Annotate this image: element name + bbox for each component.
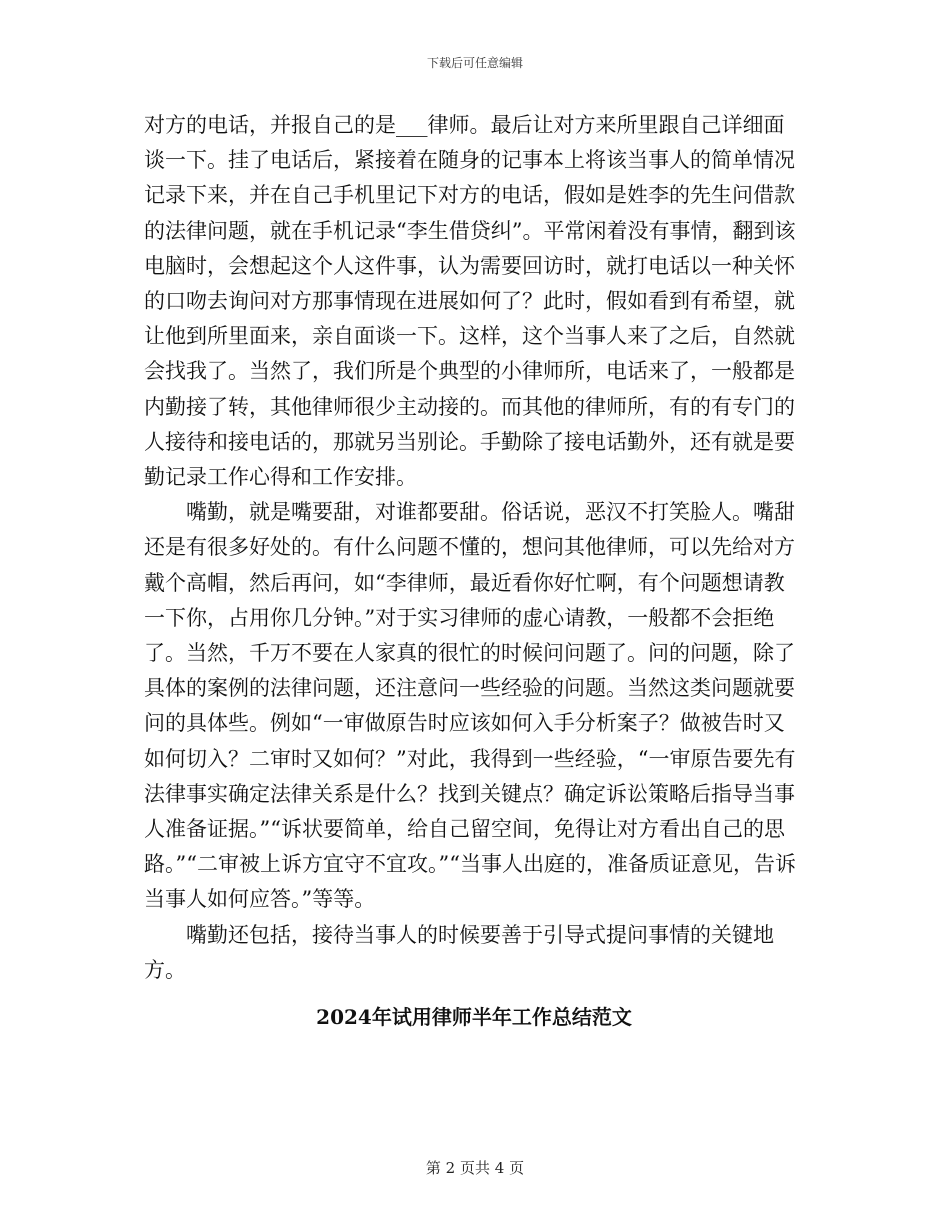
page-footer: 第 2 页共 4 页 xyxy=(425,1159,525,1177)
paragraph-3: 嘴勤还包括，接待当事人的时候要善于引导式提问事情的关键地方。 xyxy=(144,922,774,982)
section-title: 2024年试用律师半年工作总结范文 xyxy=(316,1005,632,1030)
paragraph-2: 嘴勤，就是嘴要甜，对谁都要甜。俗话说，恶汉不打笑脸人。嘴甜还是有很多好处的。有什么问题不懂的，想问其他律师，可以先给对方戴个高帽，然后再问，如“李律师，最近看你好忙啊，有个问题想请教一下你，占用你几分钟。”对于实习律师的虚心请教，一般都不会拒绝了。当然，千万不要在人家真的很忙的时候问问题了。问的问题，除了具体的案例的法律问题，还注意问一些经验的问题。当然这类问题就要问的具体些。例如“一审做原告时应该如何入手分析案子？做被告时又如何切入？二审时又如何？”对此，我得到一些经验，“一审原告要先有法律事实确定法律关系是什么？找到关键点？确定诉讼策略后指导当事人准备证据。”“诉状要简单，给自己留空间，免得让对方看出自己的思路。”“二审被上诉方宜守不宜攻。”“当事人出庭的，准备质证意见，告诉当事人如何应答。”等等。 xyxy=(144,500,796,912)
document-body xyxy=(144,108,804,1035)
page-header: 下载后可任意编辑 xyxy=(426,56,523,70)
paragraph-1: 对方的电话，并报自己的是___律师。最后让对方来所里跟自己详细面谈一下。挂了电话后，紧接着在随身的记事本上将该当事人的简单情况记录下来，并在自己手机里记下对方的电话，假如是姓李的先生问借款的法律问题，就在手机记录“李生借贷纠”。平常闲着没有事情，翻到该电脑时，会想起这个人这件事，认为需要回访时，就打电话以一种关怀的口吻去询问对方那事情现在进展如何了？此时，假如看到有希望，就让他到所里面来，亲自面谈一下。这样，这个当事人来了之后，自然就会找我了。当然了，我们所是个典型的小律师所，电话来了，一般都是内勤接了转，其他律师很少主动接的。而其他的律师所，有的有专门的人接待和接电话的，那就另当别论。手勤除了接电话勤外，还有就是要勤记录工作心得和工作安排。 xyxy=(144,113,796,490)
